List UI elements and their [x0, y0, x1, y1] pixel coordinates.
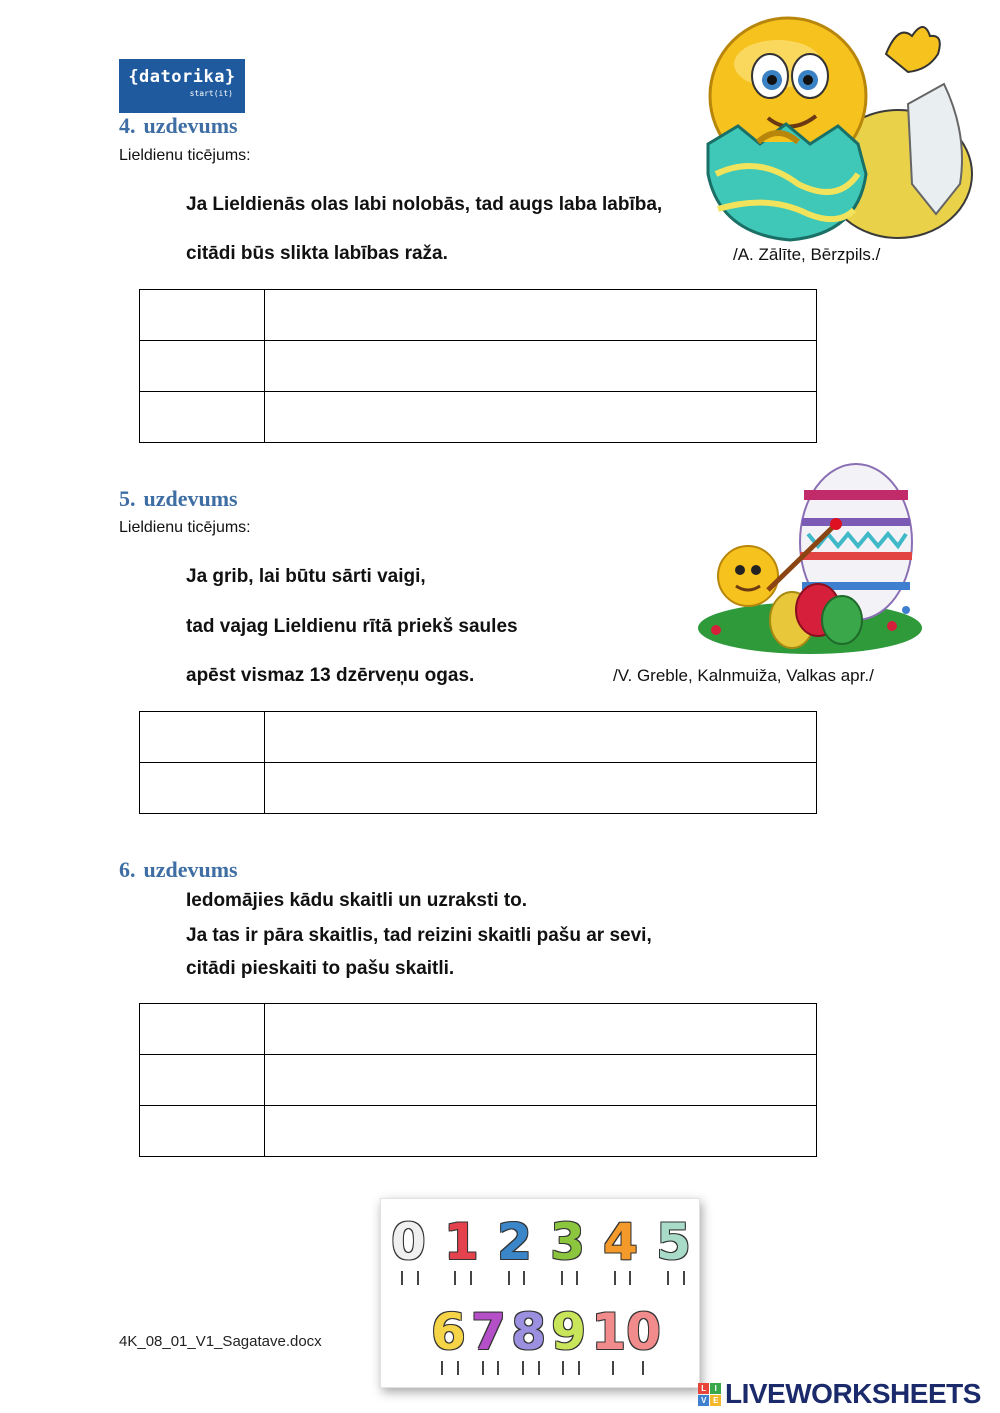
logo-letter: E — [710, 1395, 721, 1406]
task5-line-3: apēst vismaz 13 dzērveņu ogas. — [186, 665, 475, 686]
task6-line-2: Ja tas ir pāra skaitlis, tad reizini skaitli pašu ar sevi, — [186, 925, 652, 946]
answer-cell[interactable] — [265, 1055, 817, 1106]
number-char: 10 — [591, 1303, 661, 1361]
table-row — [140, 392, 817, 443]
task5-subtitle: Lieldienu ticējums: — [119, 519, 251, 536]
table-row — [140, 1055, 817, 1106]
answer-cell[interactable] — [265, 392, 817, 443]
task6-line-1: Iedomājies kādu skaitli un uzraksti to. — [186, 890, 528, 911]
number-char: 8 — [511, 1303, 546, 1361]
task4-answer-table — [139, 289, 817, 443]
task5-attribution: /V. Greble, Kalnmuiža, Valkas apr./ — [613, 666, 874, 685]
task4-subtitle: Lieldienu ticējums: — [119, 147, 251, 164]
answer-cell[interactable] — [265, 290, 817, 341]
answer-cell[interactable] — [265, 712, 817, 763]
task5-title: uzdevums — [143, 486, 238, 511]
task6-number: 6. — [119, 857, 136, 882]
table-row — [140, 1106, 817, 1157]
footer-filename: 4K_08_01_V1_Sagatave.docx — [119, 1333, 322, 1350]
number-char: 7 — [471, 1303, 506, 1361]
table-row — [140, 763, 817, 814]
table-row — [140, 1004, 817, 1055]
task6-heading — [119, 857, 238, 883]
task5-line-1: Ja grib, lai būtu sārti vaigi, — [186, 566, 426, 587]
number-char: 2 — [497, 1213, 532, 1271]
answer-cell[interactable] — [140, 392, 265, 443]
brand-name: LIVEWORKSHEETS — [725, 1378, 981, 1409]
task4-title: uzdevums — [143, 113, 238, 138]
number-char: 6 — [431, 1303, 466, 1361]
numbers-row-top — [391, 1213, 691, 1271]
task4-line-2: citādi būs slikta labības raža. — [186, 243, 448, 264]
emoji-in-egg-illustration — [698, 14, 980, 246]
number-char: 0 — [391, 1213, 426, 1271]
logo-letter: L — [698, 1383, 709, 1394]
answer-cell[interactable] — [140, 1004, 265, 1055]
task6-answer-table — [139, 1003, 817, 1157]
number-char: 3 — [550, 1213, 585, 1271]
table-row — [140, 712, 817, 763]
task6-line-3: citādi pieskaiti to pašu skaitli. — [186, 958, 455, 979]
table-row — [140, 341, 817, 392]
logo-letter: V — [698, 1395, 709, 1406]
number-char: 4 — [603, 1213, 638, 1271]
answer-cell[interactable] — [265, 1004, 817, 1055]
numbers-row-bottom — [431, 1303, 661, 1361]
task4-line-1: Ja Lieldienās olas labi nolobās, tad augs laba labība, — [186, 194, 663, 215]
task6-title: uzdevums — [143, 857, 238, 882]
answer-cell[interactable] — [140, 1055, 265, 1106]
cartoon-numbers-illustration — [380, 1198, 700, 1388]
number-char: 1 — [444, 1213, 479, 1271]
task5-answer-table — [139, 711, 817, 814]
number-char: 5 — [656, 1213, 691, 1271]
liveworksheets-branding — [698, 1378, 981, 1410]
answer-cell[interactable] — [265, 341, 817, 392]
answer-cell[interactable] — [265, 1106, 817, 1157]
liveworksheets-logo-icon — [698, 1383, 721, 1406]
task5-heading — [119, 486, 238, 512]
logo-sub-text: start(it) — [189, 89, 233, 98]
answer-cell[interactable] — [140, 1106, 265, 1157]
emoji-painting-egg-illustration — [696, 460, 928, 660]
answer-cell[interactable] — [265, 763, 817, 814]
task4-attribution: /A. Zālīte, Bērzpils./ — [733, 245, 881, 264]
number-char: 9 — [551, 1303, 587, 1361]
logo-main-text: {datorika} — [128, 67, 236, 87]
table-row — [140, 290, 817, 341]
datorika-logo — [119, 59, 245, 113]
answer-cell[interactable] — [140, 763, 265, 814]
task5-line-2: tad vajag Lieldienu rītā priekš saules — [186, 616, 518, 637]
answer-cell[interactable] — [140, 341, 265, 392]
logo-letter: I — [710, 1383, 721, 1394]
answer-cell[interactable] — [140, 290, 265, 341]
task4-number: 4. — [119, 113, 136, 138]
task4-heading — [119, 113, 238, 139]
task5-number: 5. — [119, 486, 136, 511]
answer-cell[interactable] — [140, 712, 265, 763]
